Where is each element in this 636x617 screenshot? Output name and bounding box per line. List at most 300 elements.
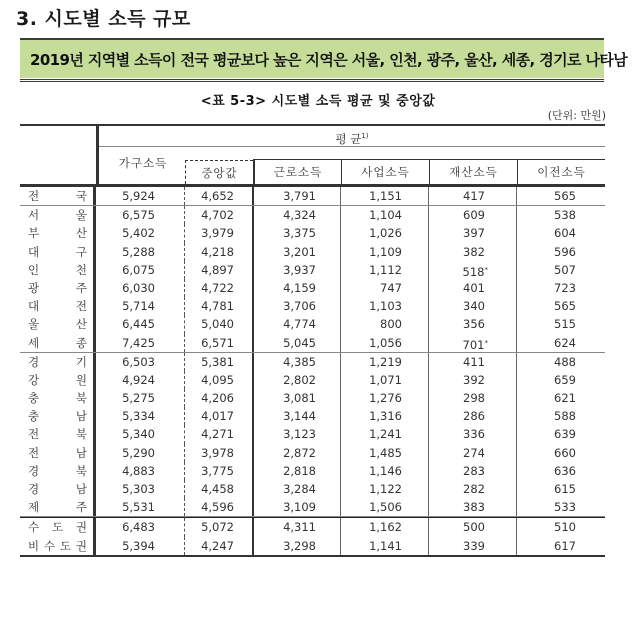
value-cell	[428, 537, 516, 555]
value-cell	[428, 353, 516, 371]
value-cell	[428, 279, 516, 297]
value-cell	[96, 537, 184, 555]
region-label-char: 대	[28, 244, 40, 259]
summary-text: 2019년 지역별 소득이 전국 평균보다 높은 지역은 서울, 인천, 광주, 울산, 세종, 경기로 나타남	[30, 51, 628, 69]
value-text: 4,206	[201, 391, 234, 406]
value-text: 565	[554, 299, 576, 314]
region-label-char: 산	[75, 317, 87, 332]
value-cell	[252, 498, 340, 516]
value-cell	[340, 537, 428, 555]
value-cell	[516, 407, 604, 425]
region-label-char: 북	[75, 427, 87, 442]
value-cell	[184, 371, 252, 389]
region-label-char: 경	[28, 354, 40, 369]
value-text: 3,791	[283, 189, 316, 203]
value-text: 283	[463, 463, 485, 478]
value-text: 3,937	[283, 262, 316, 277]
value-text: 6,483	[122, 520, 155, 535]
table-row	[20, 279, 605, 297]
region-label-char: 남	[75, 445, 87, 460]
section-title: 3. 시도별 소득 규모	[16, 8, 191, 30]
value-cell	[340, 261, 428, 279]
value-cell	[252, 425, 340, 443]
value-cell	[516, 462, 604, 480]
value-cell	[252, 297, 340, 315]
region-label	[20, 224, 96, 242]
value-text: 339	[463, 538, 485, 553]
value-cell	[340, 224, 428, 242]
value-cell	[516, 261, 604, 279]
table-row	[20, 224, 605, 242]
value-text: 1,122	[369, 482, 402, 496]
value-text: 596	[554, 244, 576, 259]
value-text: 5,334	[122, 409, 155, 424]
value-text: 4,159	[283, 280, 316, 295]
region-label-char: 주	[75, 280, 87, 295]
value-cell	[252, 444, 340, 462]
table-row	[20, 389, 605, 407]
column-header-median: 중앙값	[185, 160, 253, 184]
value-cell	[96, 425, 184, 443]
value-cell	[96, 480, 184, 498]
value-text: 3,081	[283, 391, 316, 406]
value-text: 1,071	[369, 372, 402, 387]
value-text: 382	[463, 244, 485, 259]
region-label-char: 국	[75, 189, 87, 203]
value-text: 615	[554, 482, 576, 496]
region-label-char: 종	[75, 335, 87, 350]
region-label-char: 광	[28, 280, 40, 295]
value-cell	[428, 425, 516, 443]
value-cell	[516, 518, 604, 536]
value-cell	[340, 187, 428, 205]
value-text: 660	[554, 445, 576, 460]
value-text: 5,303	[122, 482, 155, 496]
region-label	[20, 261, 96, 279]
region-label-char: 도	[59, 538, 72, 553]
value-cell	[96, 243, 184, 261]
value-cell	[96, 518, 184, 536]
value-text: 5,381	[201, 354, 234, 369]
value-cell	[252, 243, 340, 261]
value-text: 383	[463, 500, 485, 515]
region-label-char: 권	[75, 538, 87, 553]
value-text: 4,722	[201, 280, 234, 295]
value-cell	[184, 224, 252, 242]
income-table	[20, 124, 605, 557]
value-text: 4,458	[201, 482, 234, 496]
value-text: 6,503	[122, 354, 155, 369]
column-header-household: 가구소득	[118, 156, 168, 170]
value-cell	[252, 353, 340, 371]
value-text: 4,883	[122, 463, 155, 478]
value-text: 488	[554, 354, 576, 369]
value-text: 636	[554, 463, 576, 478]
value-cell	[184, 334, 252, 352]
value-cell	[184, 297, 252, 315]
region-label-char: 강	[28, 372, 40, 387]
value-text: 3,109	[283, 500, 316, 515]
value-cell	[96, 498, 184, 516]
table-row	[20, 407, 605, 425]
value-cell	[184, 462, 252, 480]
table-row	[20, 243, 605, 261]
value-text: 4,781	[201, 299, 234, 314]
summary-box	[20, 38, 628, 78]
region-label	[20, 279, 96, 297]
table-body	[20, 184, 605, 557]
value-cell	[516, 243, 604, 261]
value-text: 588	[554, 409, 576, 424]
value-cell	[340, 462, 428, 480]
table-title: <표 5-3> 시도별 소득 평균 및 중앙값	[200, 94, 436, 109]
region-label-char: 기	[75, 354, 87, 369]
value-text: 4,218	[201, 244, 234, 259]
value-cell	[96, 279, 184, 297]
value-cell	[340, 206, 428, 224]
value-text: 1,026	[369, 226, 402, 241]
value-text: 3,775	[201, 463, 234, 478]
value-cell	[96, 371, 184, 389]
value-text: 518	[462, 264, 485, 279]
value-cell	[516, 353, 604, 371]
value-cell	[252, 389, 340, 407]
value-cell	[340, 518, 428, 536]
value-text: 3,706	[283, 299, 316, 314]
value-cell	[252, 187, 340, 205]
value-text: 401	[463, 280, 485, 295]
value-cell	[340, 371, 428, 389]
value-cell	[428, 243, 516, 261]
value-text: 515	[554, 317, 576, 332]
value-text: 4,897	[201, 262, 234, 277]
region-label	[20, 480, 96, 498]
region-label-char: 제	[28, 500, 40, 515]
value-cell	[96, 462, 184, 480]
value-text: 1,276	[369, 391, 402, 406]
header-label-cell	[20, 126, 99, 184]
value-text: 2,872	[283, 445, 316, 460]
region-label-char: 수	[28, 520, 40, 535]
region-label-char: 세	[28, 335, 40, 350]
value-text: 1,146	[369, 463, 402, 478]
value-cell	[516, 334, 604, 352]
region-label-char: 전	[28, 445, 40, 460]
value-text: 2,802	[283, 372, 316, 387]
value-text: 604	[554, 226, 576, 241]
table-row	[20, 353, 605, 371]
column-header-property: 재산소득	[429, 159, 517, 184]
value-cell	[340, 498, 428, 516]
value-text: 510	[554, 520, 576, 535]
value-cell	[516, 206, 604, 224]
value-text: 1,103	[369, 299, 402, 314]
value-cell	[96, 353, 184, 371]
value-text: 1,112	[369, 262, 402, 277]
value-text: 298	[463, 391, 485, 406]
value-text: 336	[463, 427, 485, 442]
value-cell	[96, 224, 184, 242]
region-label-char: 인	[28, 262, 40, 277]
value-text: 5,045	[283, 335, 316, 350]
value-cell	[252, 279, 340, 297]
value-text: 6,075	[122, 262, 155, 277]
value-cell	[428, 334, 516, 352]
region-label-char: 부	[28, 226, 40, 241]
value-cell	[428, 187, 516, 205]
value-text: 609	[463, 208, 485, 223]
value-text: 1,109	[369, 244, 402, 259]
region-label-char: 수	[43, 538, 56, 553]
value-text: 500	[463, 520, 485, 535]
region-label	[20, 518, 96, 536]
region-label-char: 비	[28, 538, 40, 553]
value-cell	[340, 279, 428, 297]
region-label	[20, 243, 96, 261]
value-cell	[96, 187, 184, 205]
table-row	[20, 462, 605, 480]
value-cell	[428, 315, 516, 333]
value-cell	[96, 444, 184, 462]
region-label-char: 북	[75, 391, 87, 406]
value-cell	[516, 224, 604, 242]
region-label	[20, 462, 96, 480]
value-cell	[252, 407, 340, 425]
value-cell	[340, 297, 428, 315]
value-text: 6,571	[201, 335, 234, 350]
table-row	[20, 371, 605, 389]
value-text: 4,774	[283, 317, 316, 332]
value-cell	[516, 371, 604, 389]
value-cell	[184, 206, 252, 224]
value-text: 4,017	[201, 409, 234, 424]
unit-label: (단위: 만원)	[547, 109, 606, 122]
region-label-char: 구	[75, 244, 87, 259]
region-label-char: 경	[28, 463, 40, 478]
region-label-char: 경	[28, 482, 40, 496]
value-cell	[428, 518, 516, 536]
value-cell	[252, 315, 340, 333]
value-text: 1,162	[369, 520, 402, 535]
value-text: 3,123	[283, 427, 316, 442]
value-cell	[428, 462, 516, 480]
value-cell	[184, 353, 252, 371]
row-group	[20, 353, 605, 518]
value-text: 6,030	[122, 280, 155, 295]
value-text: 1,485	[369, 445, 402, 460]
value-text: 5,040	[201, 317, 234, 332]
value-cell	[428, 498, 516, 516]
region-label	[20, 537, 96, 555]
region-label	[20, 425, 96, 443]
value-text: 411	[463, 354, 485, 369]
value-text: 723	[554, 280, 576, 295]
value-text: 4,924	[122, 372, 155, 387]
row-group	[20, 187, 605, 206]
region-label	[20, 389, 96, 407]
value-cell	[428, 480, 516, 498]
table-row	[20, 480, 605, 498]
value-cell	[184, 537, 252, 555]
value-cell	[428, 261, 516, 279]
value-text: 7,425	[122, 335, 155, 350]
value-text: 621	[554, 391, 576, 406]
value-cell	[184, 518, 252, 536]
value-text: 5,288	[122, 244, 155, 259]
table-row	[20, 206, 605, 224]
value-text: 4,324	[283, 208, 316, 223]
value-cell	[96, 261, 184, 279]
value-text: 3,201	[283, 244, 316, 259]
region-label-char: 남	[75, 409, 87, 424]
region-label	[20, 187, 96, 205]
value-text: 1,219	[369, 354, 402, 369]
value-text: 4,652	[201, 189, 234, 203]
region-label-char: 권	[75, 520, 87, 535]
value-cell	[516, 425, 604, 443]
value-cell	[428, 224, 516, 242]
value-cell	[340, 243, 428, 261]
region-label-char: 전	[75, 299, 87, 314]
value-text: 1,056	[369, 335, 402, 350]
value-text: 4,702	[201, 208, 234, 223]
value-cell	[340, 444, 428, 462]
region-label-char: 주	[75, 500, 87, 515]
region-label-char: 대	[28, 299, 40, 314]
value-text: 4,271	[201, 427, 234, 442]
region-label-char: 전	[28, 427, 40, 442]
region-label	[20, 353, 96, 371]
value-cell	[340, 334, 428, 352]
value-cell	[184, 444, 252, 462]
value-cell	[516, 444, 604, 462]
table-row	[20, 498, 605, 516]
value-cell	[184, 261, 252, 279]
region-label	[20, 407, 96, 425]
value-cell	[252, 224, 340, 242]
value-cell	[184, 425, 252, 443]
value-text: 1,316	[369, 409, 402, 424]
value-cell	[252, 206, 340, 224]
value-text: 4,311	[283, 520, 316, 535]
value-cell	[428, 371, 516, 389]
region-label-char: 북	[75, 463, 87, 478]
region-label-char: 충	[28, 409, 40, 424]
value-cell	[184, 315, 252, 333]
value-cell	[252, 334, 340, 352]
value-cell	[252, 371, 340, 389]
value-cell	[340, 425, 428, 443]
value-text: 5,394	[122, 538, 155, 553]
table-row	[20, 425, 605, 443]
value-text: 565	[554, 189, 576, 203]
value-text: 3,979	[201, 226, 234, 241]
value-text: 659	[554, 372, 576, 387]
region-label-char: 천	[75, 262, 87, 277]
table-row	[20, 537, 605, 555]
value-cell	[428, 206, 516, 224]
value-text: 5,402	[122, 226, 155, 241]
value-cell	[184, 187, 252, 205]
region-label-char: 서	[28, 208, 40, 223]
note-mark: *	[484, 265, 488, 274]
region-label	[20, 334, 96, 352]
value-text: 397	[463, 226, 485, 241]
column-header-labor: 근로소득	[253, 159, 341, 184]
table-row	[20, 315, 605, 333]
value-text: 5,714	[122, 299, 155, 314]
value-text: 4,385	[283, 354, 316, 369]
value-cell	[96, 334, 184, 352]
region-label-char: 충	[28, 391, 40, 406]
value-text: 1,141	[369, 538, 402, 553]
value-cell	[252, 261, 340, 279]
table-row	[20, 187, 605, 205]
region-label-char: 산	[75, 226, 87, 241]
region-label	[20, 315, 96, 333]
note-mark: *	[484, 338, 488, 347]
value-cell	[428, 389, 516, 407]
value-cell	[516, 389, 604, 407]
value-text: 4,095	[201, 372, 234, 387]
value-cell	[516, 279, 604, 297]
value-text: 340	[463, 299, 485, 314]
table-row	[20, 334, 605, 352]
value-text: 2,818	[283, 463, 316, 478]
value-cell	[96, 407, 184, 425]
value-cell	[516, 187, 604, 205]
group-header-average	[99, 126, 605, 147]
region-label	[20, 498, 96, 516]
value-cell	[96, 206, 184, 224]
value-cell	[184, 279, 252, 297]
value-text: 392	[463, 372, 485, 387]
value-cell	[96, 315, 184, 333]
value-text: 1,104	[369, 208, 402, 223]
value-cell	[340, 480, 428, 498]
value-cell	[516, 315, 604, 333]
value-cell	[340, 353, 428, 371]
value-text: 274	[463, 445, 485, 460]
value-cell	[516, 480, 604, 498]
value-cell	[340, 407, 428, 425]
value-cell	[516, 297, 604, 315]
table-row	[20, 518, 605, 536]
value-cell	[96, 389, 184, 407]
column-header-transfer: 이전소득	[517, 159, 605, 184]
value-text: 6,445	[122, 317, 155, 332]
value-text: 1,506	[369, 500, 402, 515]
region-label	[20, 297, 96, 315]
value-cell	[96, 297, 184, 315]
region-label-char: 남	[75, 482, 87, 496]
value-text: 624	[554, 335, 576, 350]
value-text: 3,144	[283, 409, 316, 424]
value-text: 417	[463, 189, 485, 203]
value-cell	[252, 537, 340, 555]
value-text: 4,247	[201, 538, 234, 553]
value-cell	[340, 389, 428, 407]
value-text: 4,596	[201, 500, 234, 515]
value-text: 617	[554, 538, 576, 553]
table-row	[20, 261, 605, 279]
region-label-char: 울	[28, 317, 40, 332]
value-text: 3,978	[201, 445, 234, 460]
group-header-text: 평 균	[335, 132, 362, 146]
column-header-business: 사업소득	[341, 159, 429, 184]
region-label-char: 전	[28, 189, 40, 203]
region-label-char: 원	[75, 372, 87, 387]
